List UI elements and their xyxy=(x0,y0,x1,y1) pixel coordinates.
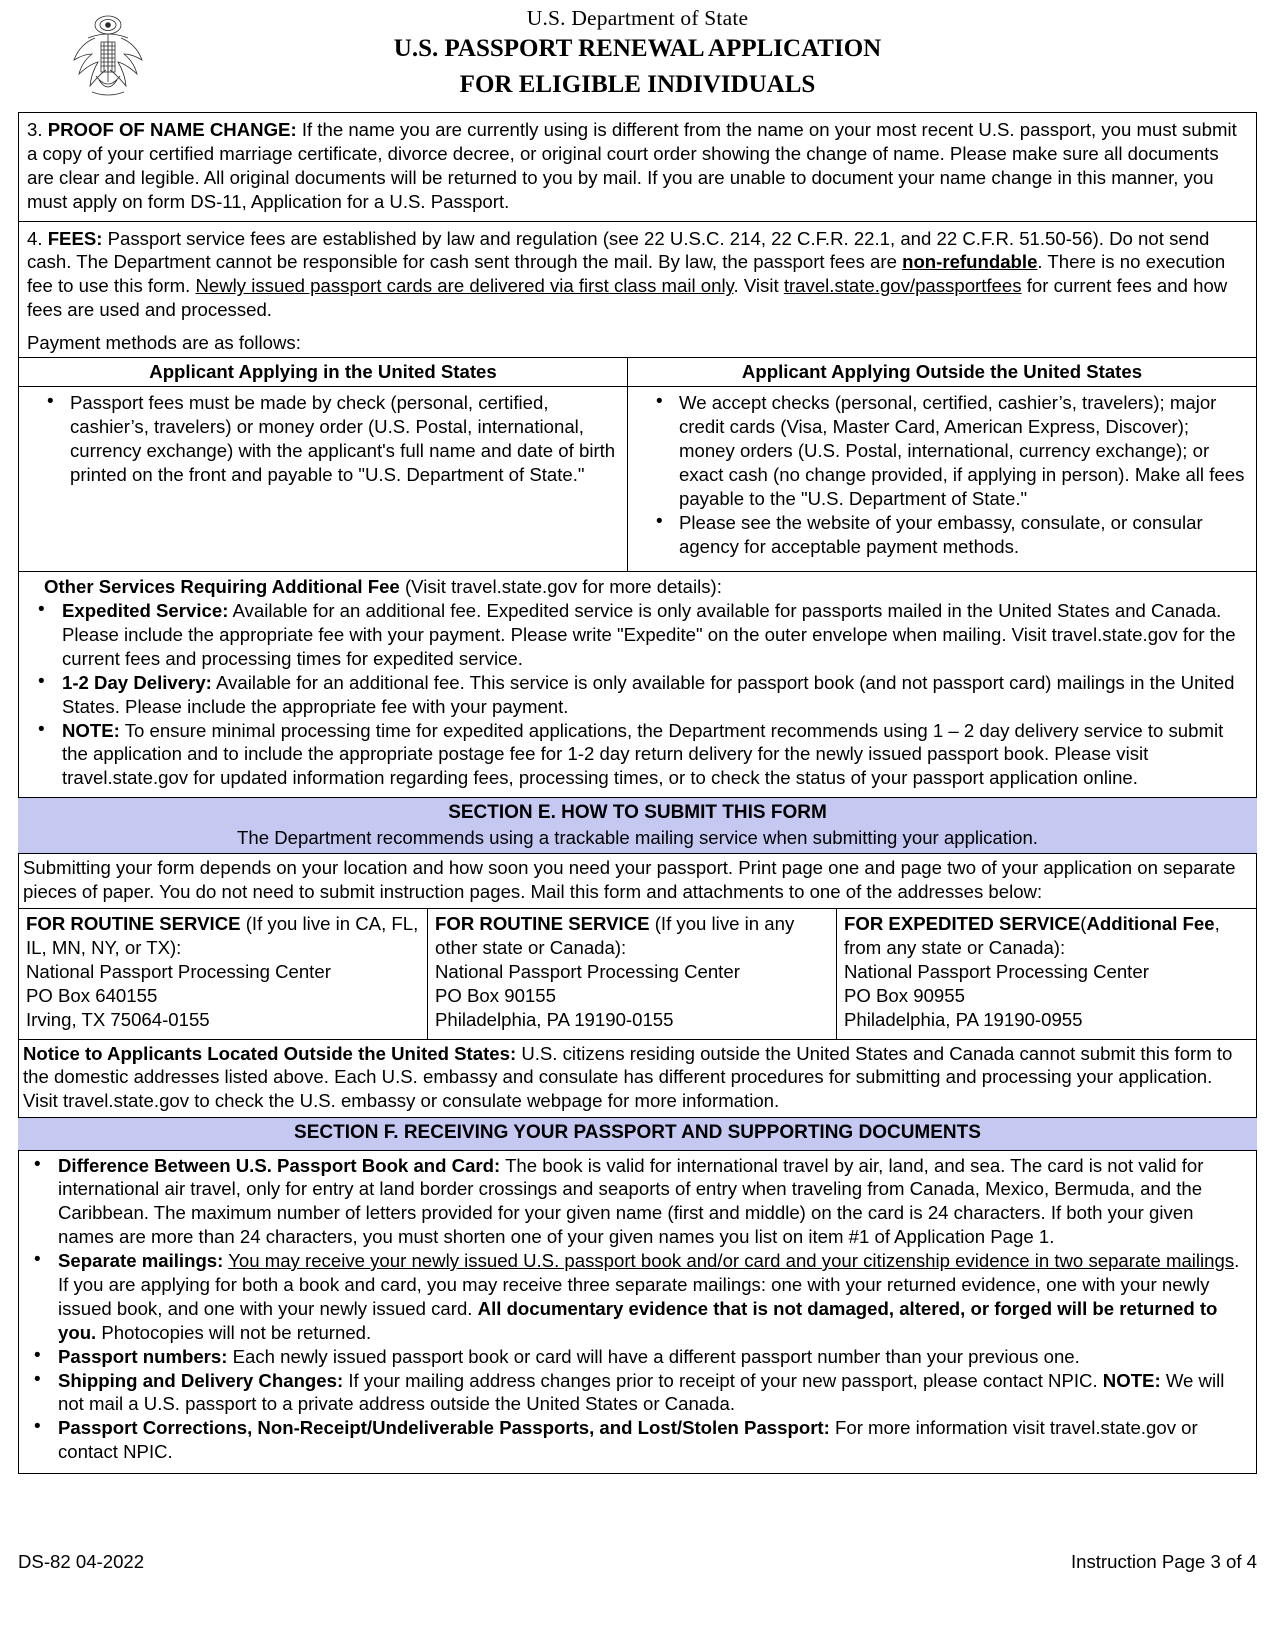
list-item xyxy=(21,1154,1250,1250)
item-3-body: If the name you are currently using is different from the name on your most recent U.S. passport, you must submit a copy of your certified marriage certificate, divorce decree, or original court order showing the change of name. Please make sure all documents are clear and legible. All original documents will be returned to you by mail. If you are unable to document your name change in this manner, you must apply on form DS-11, Application for a U.S. Passport. xyxy=(27,119,1237,212)
section-e-body xyxy=(18,854,1257,1117)
page-footer xyxy=(18,1551,1257,1573)
bullet-label: Expedited Service: xyxy=(62,600,229,622)
payment-column-inside-us xyxy=(19,358,628,571)
bullet-label: Difference Between U.S. Passport Book and Card: xyxy=(58,1154,501,1176)
bullet-text: For more information visit travel.state.gov or contact NPIC. xyxy=(58,1417,1198,1463)
item-4-text-b: . There is no execution fee to use this form. xyxy=(27,251,1226,297)
document-title-line2: FOR ELIGIBLE INDIVIDUALS xyxy=(459,70,816,98)
address-title-bold-fee: Additional Fee xyxy=(1086,913,1215,935)
item-3-proof-of-name-change xyxy=(18,112,1257,221)
bullet-text-tail: Photocopies will not be returned. xyxy=(101,1321,372,1343)
address-expedited-service xyxy=(837,909,1256,1038)
bullet-text: . If you are applying for both a book and card, you may receive three separate mailings: one with your returned evidence, one with your newly issued book, and one with your newly issued card. xyxy=(58,1250,1240,1319)
agency-name: U.S. Department of State xyxy=(526,6,749,30)
address-routine-service-other-states xyxy=(428,909,837,1038)
bullet-label: Separate mailings: xyxy=(58,1250,224,1272)
item-4-text-c: . Visit xyxy=(733,275,779,297)
mailing-address-table xyxy=(19,908,1256,1039)
bullet-text: Each newly issued passport book or card will have a different passport number than your previous one. xyxy=(232,1345,1080,1367)
payment-column-outside-us xyxy=(628,358,1256,571)
address-title-rest: (If you live in any other state or Canada): xyxy=(435,913,795,959)
list-item xyxy=(21,1416,1250,1464)
first-class-mail-sentence: Newly issued passport cards are delivered via first class mail only xyxy=(195,275,734,297)
address-line-3: Philadelphia, PA 19190-0955 xyxy=(844,1009,1083,1031)
section-e-subtitle: The Department recommends using a trackable mailing service when submitting your application. xyxy=(237,826,1038,848)
passport-fees-url[interactable]: travel.state.gov/passportfees xyxy=(783,275,1022,297)
list-item xyxy=(21,1369,1250,1417)
bullet-label: Passport numbers: xyxy=(58,1345,228,1367)
address-title-paren: ( xyxy=(1080,913,1087,935)
payment-bullets-outside-us xyxy=(634,391,1250,558)
bullet-label: 1-2 Day Delivery: xyxy=(62,671,212,693)
item-3-number: 3. xyxy=(27,119,43,140)
item-3-label: PROOF OF NAME CHANGE: xyxy=(47,119,297,140)
address-line-3: Philadelphia, PA 19190-0155 xyxy=(435,1009,674,1031)
great-seal-eagle-icon xyxy=(66,8,150,100)
other-services-bullets xyxy=(25,599,1248,790)
list-item: • Please see the website of your embassy, consulate, or consular agency for acceptable payment methods. xyxy=(634,511,1250,559)
other-services-section xyxy=(18,571,1257,797)
list-item xyxy=(21,1345,1250,1369)
address-line-1: National Passport Processing Center xyxy=(844,961,1149,983)
document-header xyxy=(18,0,1257,112)
address-line-1: National Passport Processing Center xyxy=(435,961,740,983)
list-item xyxy=(21,1249,1250,1345)
section-e-intro: Submitting your form depends on your location and how soon you need your passport. Print page one and page two of your application on separate pieces of paper. You do not need to submit instruction pages. Mail this form and attachments to one of the addresses below: xyxy=(23,857,1236,903)
form-identifier: DS-82 04-2022 xyxy=(18,1551,145,1572)
item-4-number: 4. xyxy=(27,227,43,249)
section-f-header xyxy=(18,1117,1257,1150)
section-e-header xyxy=(18,797,1257,854)
notice-outside-us xyxy=(19,1040,1256,1118)
section-f-title: SECTION F. RECEIVING YOUR PASSPORT AND SUPPORTING DOCUMENTS xyxy=(294,1122,981,1144)
bullet-text: To ensure minimal processing time for expedited applications, the Department recommends using 1 – 2 day delivery service to submit the application and to include the appropriate postage fee for 1-2 day return delivery for the newly issued passport book. Please visit travel.state.gov for updated information regarding fees, processing times, or to check the status of your passport application online. xyxy=(62,719,1224,789)
section-f-body xyxy=(18,1151,1257,1475)
address-line-2: PO Box 640155 xyxy=(26,985,158,1007)
section-f-bullets xyxy=(21,1154,1250,1465)
address-line-2: PO Box 90155 xyxy=(435,985,556,1007)
bullet-text: If your mailing address changes prior to receipt of your new passport, please contact NPIC. xyxy=(348,1369,1098,1391)
notice-text: U.S. citizens residing outside the United States and Canada cannot submit this form to the domestic addresses listed above. Each U.S. embassy and consulate has different procedures for submitting and processing your application. Visit travel.state.gov to check the U.S. embassy or consulate webpage for more information. xyxy=(23,1042,1233,1112)
address-title-bold: FOR ROUTINE SERVICE xyxy=(435,913,650,935)
item-4-text-d: for current fees and how fees are used and processed. xyxy=(27,275,1228,321)
address-title-rest: , from any state or Canada): xyxy=(844,913,1220,959)
bullet-label: NOTE: xyxy=(62,719,120,741)
address-line-1: National Passport Processing Center xyxy=(26,961,331,983)
document-title-line1: U.S. PASSPORT RENEWAL APPLICATION xyxy=(393,35,882,63)
address-title-bold: FOR EXPEDITED SERVICE xyxy=(844,913,1081,935)
item-4-text-a: Passport service fees are established by law and regulation (see 22 U.S.C. 214, 22 C.F.R. 22.1, and 22 C.F.R. 51.50-56). Do not send cash. The Department cannot be responsible for cash sent through the mail. By law, the passport fees are xyxy=(27,227,1210,273)
payment-header-outside-us: Applicant Applying Outside the United States xyxy=(628,358,1256,387)
payment-header-inside-us: Applicant Applying in the United States xyxy=(19,358,627,387)
address-line-2: PO Box 90955 xyxy=(844,985,965,1007)
bullet-note-label: NOTE: xyxy=(1102,1369,1161,1391)
bullet-underlined-text: You may receive your newly issued U.S. passport book and/or card and your citizenship evidence in two separate mailings xyxy=(228,1250,1235,1272)
bullet-bold-tail: All documentary evidence that is not damaged, altered, or forged will be returned to you. xyxy=(58,1297,1218,1343)
address-title-bold: FOR ROUTINE SERVICE xyxy=(26,913,241,935)
non-refundable-emphasis: non-refundable xyxy=(902,251,1038,273)
address-line-3: Irving, TX 75064-0155 xyxy=(26,1009,210,1031)
bullet-text: Available for an additional fee. Expedited service is only available for passports mailed in the United States and Canada. Please include the appropriate fee with your payment. Please write "Expedite" on the outer envelope when mailing. Visit travel.state.gov for the current fees and processing times for expedited service. xyxy=(62,600,1236,669)
item-4-label: FEES: xyxy=(47,227,103,249)
paragraph-spacer xyxy=(27,322,1248,331)
payment-methods-table xyxy=(19,357,1256,571)
notice-label: Notice to Applicants Located Outside the United States: xyxy=(23,1042,517,1064)
list-item xyxy=(25,719,1248,791)
bullet-text: Available for an additional fee. This service is only available for passport book (and not passport card) mailings in the United States. Please include the appropriate fee with your payment. xyxy=(62,671,1235,717)
list-item: • Passport fees must be made by check (personal, certified, cashier’s, travelers) or money order (U.S. Postal, international, currency exchange) with the applicant's full name and date of birth printed on the front and payable to "U.S. Department of State." xyxy=(25,391,621,487)
payment-methods-intro: Payment methods are as follows: xyxy=(27,332,301,354)
bullet-label: Shipping and Delivery Changes: xyxy=(58,1369,344,1391)
list-item xyxy=(25,599,1248,671)
other-services-heading: Other Services Requiring Additional Fee xyxy=(44,576,400,598)
payment-bullets-inside-us xyxy=(25,391,621,487)
other-services-heading-note: (Visit travel.state.gov for more details): xyxy=(404,576,722,598)
bullet-text: The book is valid for international travel by air, land, and sea. The card is not valid for international air travel, only for entry at land border crossings and seaports of entry when traveling from Canada, Mexico, Bermuda, and the Caribbean. The maximum number of letters provided for your given name (first and middle) on the card is 24 characters. If both your given names are more than 24 characters, you must shorten one of your given names you list on item #1 of Application Page 1. xyxy=(58,1154,1204,1248)
section-e-title: SECTION E. HOW TO SUBMIT THIS FORM xyxy=(448,802,827,824)
address-routine-service-listed-states xyxy=(19,909,428,1038)
list-item xyxy=(25,671,1248,719)
bullet-label: Passport Corrections, Non-Receipt/Undeliverable Passports, and Lost/Stolen Passport: xyxy=(58,1417,830,1439)
item-4-fees xyxy=(18,221,1257,572)
bullet-note-text: We will not mail a U.S. passport to a private address outside the United States or Canada. xyxy=(58,1369,1225,1415)
address-title-rest: (If you live in CA, FL, IL, MN, NY, or TX): xyxy=(26,913,419,959)
page-number-label: Instruction Page 3 of 4 xyxy=(1070,1551,1257,1572)
list-item: • We accept checks (personal, certified, cashier’s, travelers); major credit cards (Visa, Master Card, American Express, Discover); money orders (U.S. Postal, international, currency exchange); or exact cash (no change provided, if applying in person). Make all fees payable to the "U.S. Department of State." xyxy=(634,391,1250,510)
